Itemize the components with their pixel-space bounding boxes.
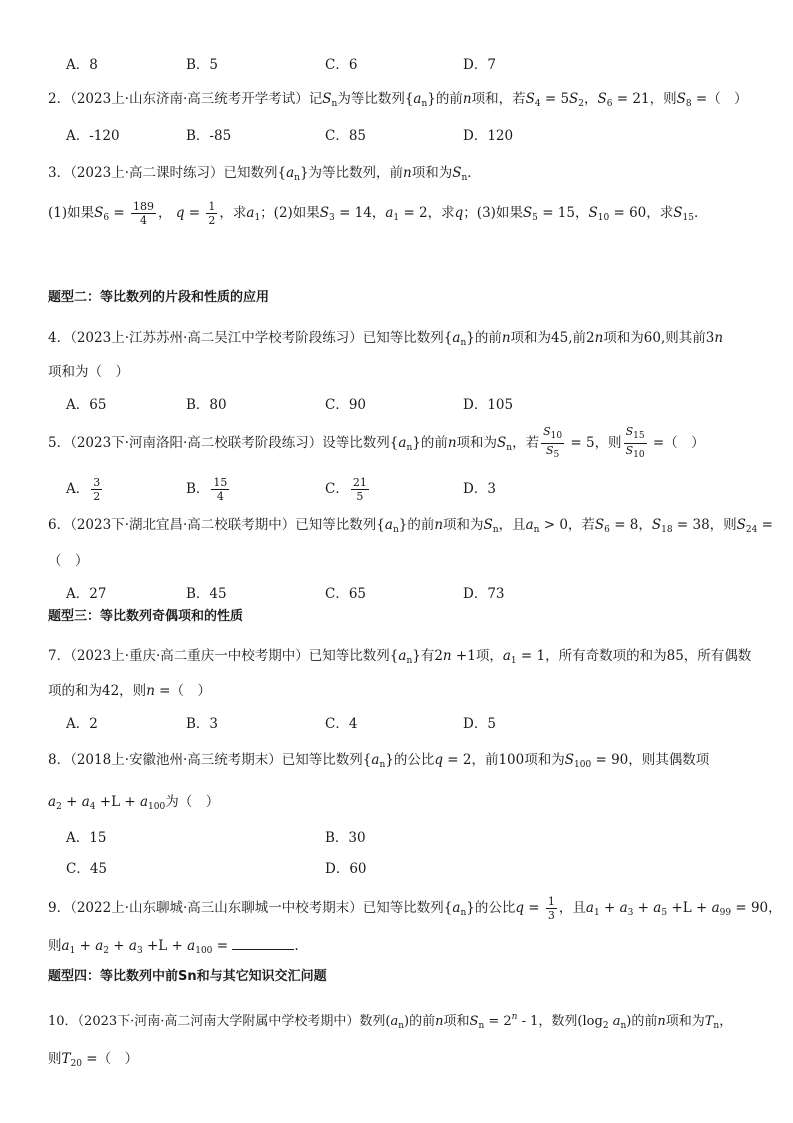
q7-option-a[interactable]: A．2 bbox=[66, 716, 98, 732]
q7-option-c[interactable]: C．4 bbox=[325, 716, 358, 732]
q1-option-d[interactable]: D．7 bbox=[463, 57, 496, 73]
q1-option-c[interactable]: C．6 bbox=[325, 57, 358, 73]
q6-stem-line2: （ ） bbox=[48, 553, 89, 569]
q2-option-c[interactable]: C．85 bbox=[325, 128, 367, 144]
q5-stem: 5．（2023下·河南洛阳·高二校联考阶段练习）设等比数列$\{a_n\}$的前n项和为$S_n$，若 $\frac{S_{10}}{S_5}$ = 5，则 $\frac{S_{15}}{S_{10}}$ =（ ） bbox=[48, 425, 705, 460]
q7-option-d[interactable]: D．5 bbox=[463, 716, 496, 732]
q4-option-a[interactable]: A．65 bbox=[66, 397, 107, 413]
q6-option-b[interactable]: B．45 bbox=[186, 586, 227, 602]
q1-option-a[interactable]: A．8 bbox=[66, 57, 98, 73]
q7-option-b[interactable]: B．3 bbox=[186, 716, 219, 732]
q4-stem-line2: 项和为（ ） bbox=[48, 364, 129, 380]
q1-option-b[interactable]: B．5 bbox=[186, 57, 219, 73]
q3-parts: (1)如果$S_6$ = $\frac{189}{4}$ ， q = $\frac{1}{2}$ ，求$a_1$；(2)如果$S_3 = 14$，$a_1 = 2$，求q；(3)如果$S_5 = 15$，$S_{10} = 60$，求$S_{15}$． bbox=[48, 200, 708, 227]
q7-stem-line1: 7．（2023上·重庆·高二重庆一中校考期中）已知等比数列$\{a_n\}$有2n +1项，$a_1 = 1$，所有奇数项的和为85，所有偶数 bbox=[48, 648, 752, 666]
q6-option-d[interactable]: D．73 bbox=[463, 586, 505, 602]
section-title-3: 题型三：等比数列奇偶项和的性质 bbox=[48, 609, 244, 624]
q2-stem: 2．（2023上·山东济南·高三统考开学考试）记$S_n$为等比数列$\{a_n\}$的前n项和，若$S_4 = 5S_2$，$S_6 = 21$，则$S_8$ =（ ） bbox=[48, 91, 748, 109]
q4-option-d[interactable]: D．105 bbox=[463, 397, 514, 413]
q5-option-a[interactable]: A． $\frac{3}{2}$ bbox=[66, 476, 101, 503]
q10-stem-line2: 则$T_{20}$ =（ ） bbox=[48, 1051, 139, 1069]
q9-stem-line2: 则$a_1 + a_2 + a_3 +L + a_{100}$ = . bbox=[48, 938, 299, 956]
q9-answer-blank[interactable] bbox=[232, 937, 294, 950]
q8-stem-line2: $a_2 + a_4 +L + a_{100}$为（ ） bbox=[48, 794, 220, 812]
q5-option-d[interactable]: D．3 bbox=[463, 481, 496, 497]
q8-stem-line1: 8．（2018上·安徽池州·高三统考期末）已知等比数列$\{a_n\}$的公比q = 2，前100项和为$S_{100} = 90$，则其偶数项 bbox=[48, 752, 710, 770]
q8-option-a[interactable]: A．15 bbox=[66, 830, 107, 846]
q5-option-b[interactable]: B． $\frac{15}{4}$ bbox=[186, 476, 228, 503]
q2-option-a[interactable]: A．-120 bbox=[66, 128, 120, 144]
q4-option-b[interactable]: B．80 bbox=[186, 397, 227, 413]
q6-stem-line1: 6．（2023下·湖北宜昌·高二校联考期中）已知等比数列$\{a_n\}$的前n项和为$S_n$，且$a_n > 0$，若$S_6 = 8$，$S_{18} = 38$，则$S_{24}$ = bbox=[48, 517, 773, 535]
section-title-4: 题型四：等比数列中前Sn和与其它知识交汇问题 bbox=[48, 969, 327, 984]
q4-stem-line1: 4．（2023上·江苏苏州·高二吴江中学校考阶段练习）已知等比数列$\{a_n\}$的前n项和为45,前2n项和为60,则其前3n bbox=[48, 330, 724, 348]
q7-stem-line2: 项的和为42，则n =（ ） bbox=[48, 683, 211, 699]
q2-option-b[interactable]: B．-85 bbox=[186, 128, 232, 144]
q6-option-c[interactable]: C．65 bbox=[325, 586, 367, 602]
q3-stem: 3．（2023上·高二课时练习）已知数列$\{a_n\}$为等比数列，前n项和为$S_n$． bbox=[48, 165, 481, 183]
q4-option-c[interactable]: C．90 bbox=[325, 397, 367, 413]
q9-stem-line1: 9．（2022上·山东聊城·高三山东聊城一中校考期末）已知等比数列$\{a_n\}$的公比q = $\frac{1}{3}$ ，且$a_1 + a_3 + a_5 +L + a_{99} = 90$， bbox=[48, 895, 782, 922]
q10-stem-line1: 10．（2023下·河南·高二河南大学附属中学校考期中）数列$(a_n)$的前n项和$S_n = 2^n - 1$，数列($\log_2$ $a_n$)的前n项和为$T_n$， bbox=[48, 1012, 733, 1031]
q8-option-b[interactable]: B．30 bbox=[325, 830, 366, 846]
q5-option-c[interactable]: C． $\frac{21}{5}$ bbox=[325, 476, 367, 503]
q2-option-d[interactable]: D．120 bbox=[463, 128, 514, 144]
q8-option-d[interactable]: D．60 bbox=[325, 861, 367, 877]
section-title-2: 题型二：等比数列的片段和性质的应用 bbox=[48, 290, 270, 305]
q6-option-a[interactable]: A．27 bbox=[66, 586, 107, 602]
q8-option-c[interactable]: C．45 bbox=[66, 861, 108, 877]
